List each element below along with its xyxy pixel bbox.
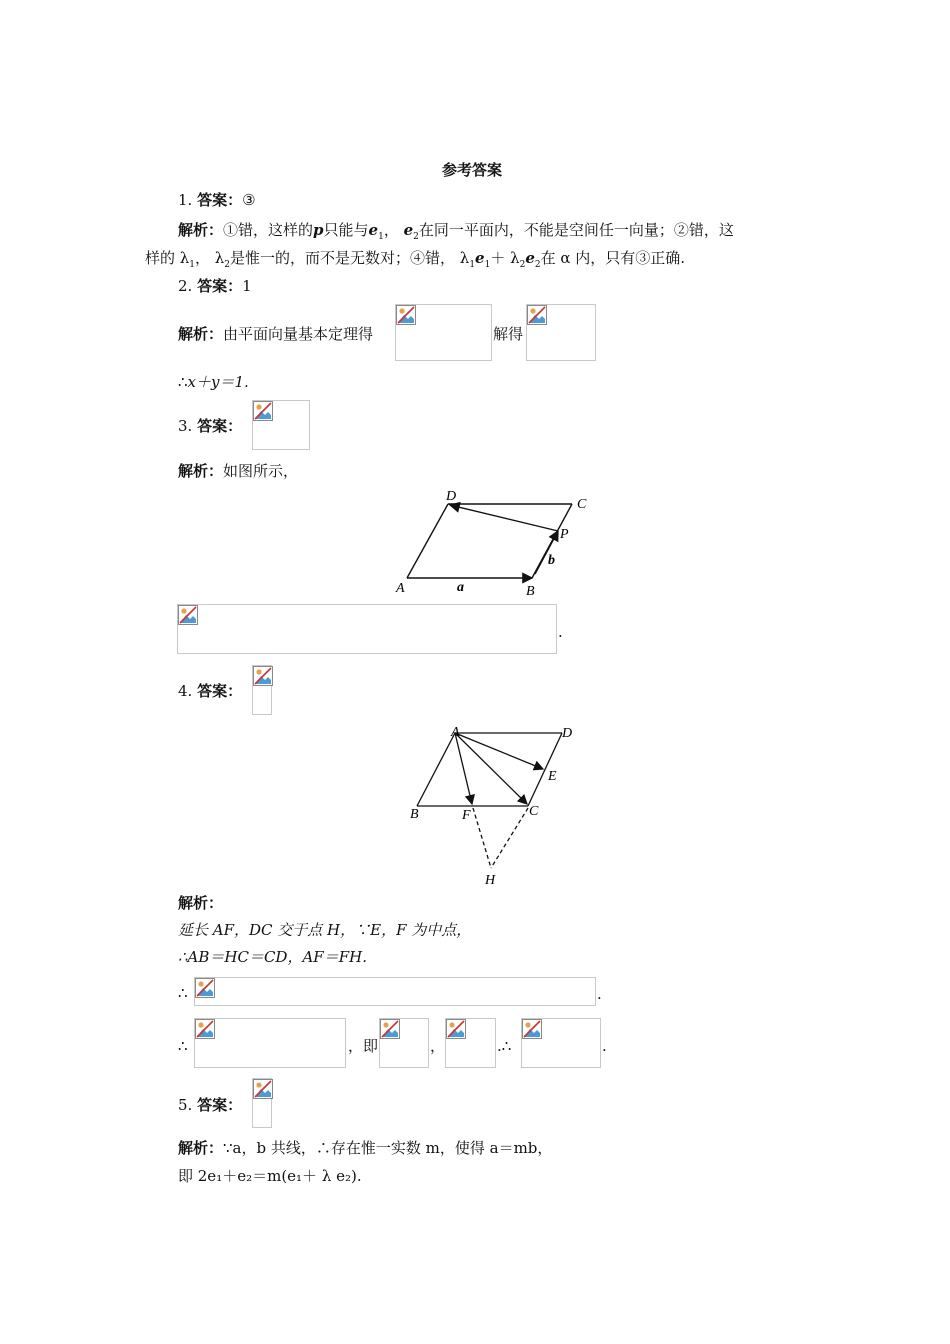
q3-analysis-line bbox=[178, 461, 298, 481]
q5-text: ∵a，b 共线，∴存在惟一实数 m，使得 a＝mb， bbox=[223, 1139, 553, 1157]
q3-answer-line bbox=[178, 416, 242, 436]
q2-analysis-label: 解析： bbox=[178, 325, 224, 343]
q2-answer-line bbox=[178, 276, 252, 296]
q3-answer-label: 答案： bbox=[197, 417, 243, 435]
broken-image-placeholder bbox=[526, 304, 596, 361]
q1-vector-e1: e bbox=[368, 221, 379, 239]
broken-image-icon bbox=[178, 605, 198, 625]
q4-text: .∴ bbox=[497, 1037, 512, 1055]
q4-text: ， bbox=[430, 1037, 446, 1055]
q4-text: . bbox=[602, 1037, 607, 1055]
q4-analysis-label-line bbox=[178, 893, 223, 913]
q4-text: ∴AB＝HC＝CD，AF＝FH. bbox=[178, 948, 367, 966]
label-C: C bbox=[577, 497, 587, 512]
dashed-FH bbox=[473, 808, 491, 868]
q1-analysis-line2 bbox=[145, 248, 685, 275]
q5-text: 即 2e₁＋e₂＝m(e₁＋ λ e₂). bbox=[178, 1167, 362, 1185]
vector-PD bbox=[450, 505, 558, 531]
label-F: F bbox=[462, 808, 471, 823]
q1-vector-e2: e bbox=[525, 249, 535, 267]
segment-DC bbox=[528, 733, 562, 806]
therefore-symbol: ∴ bbox=[178, 373, 188, 391]
broken-image-placeholder bbox=[252, 400, 310, 450]
label-A: A bbox=[396, 581, 405, 596]
broken-image-placeholder bbox=[445, 1018, 496, 1068]
q1-sub: 1 bbox=[378, 232, 384, 242]
q1-sub: 1 bbox=[189, 260, 196, 270]
q1-sub: 2 bbox=[224, 260, 231, 270]
q5-answer-line bbox=[178, 1095, 242, 1115]
label-a: a bbox=[457, 580, 464, 595]
label-C: C bbox=[529, 804, 539, 819]
broken-image-placeholder bbox=[379, 1018, 429, 1068]
page-title: 参考答案 bbox=[442, 161, 503, 179]
q1-answer-line bbox=[178, 190, 256, 210]
label-H: H bbox=[485, 873, 496, 888]
broken-image-placeholder bbox=[521, 1018, 601, 1068]
q1-vector-e2: e bbox=[403, 221, 414, 239]
q4-answer-label: 答案： bbox=[197, 682, 243, 700]
q2-text: 解得 bbox=[493, 325, 524, 343]
q2-conclusion bbox=[178, 372, 249, 392]
q4-text: . bbox=[597, 985, 602, 1003]
broken-image-placeholder bbox=[194, 977, 596, 1006]
q1-text: ＋ λ bbox=[490, 249, 520, 267]
label-P: P bbox=[560, 527, 569, 542]
label-E: E bbox=[548, 769, 557, 784]
q1-sub: 2 bbox=[519, 260, 526, 270]
q5-analysis-line1 bbox=[178, 1138, 552, 1158]
q4-text: 延长 AF，DC 交于点 H，∵E，F 为中点， bbox=[178, 921, 472, 939]
segment-AD bbox=[407, 504, 448, 578]
broken-image-icon bbox=[253, 401, 273, 421]
q2-answer: 1 bbox=[242, 277, 252, 295]
segment-AB bbox=[417, 733, 455, 806]
q1-sub: 1 bbox=[469, 260, 476, 270]
broken-image-icon bbox=[396, 305, 416, 325]
broken-image-icon bbox=[522, 1019, 542, 1039]
broken-image-icon bbox=[380, 1019, 400, 1039]
q1-vector-e1: e bbox=[475, 249, 485, 267]
broken-image-icon bbox=[195, 978, 215, 998]
vector-AE bbox=[455, 733, 543, 769]
q1-text: ， λ bbox=[195, 249, 225, 267]
broken-image-icon bbox=[195, 1019, 215, 1039]
q1-text: 是惟一的，而不是无数对；④错， λ bbox=[230, 249, 470, 267]
q5-answer-label: 答案： bbox=[197, 1096, 243, 1114]
label-B: B bbox=[410, 807, 419, 822]
q4-text-ji bbox=[348, 1036, 378, 1056]
broken-image-placeholder bbox=[252, 665, 272, 715]
q1-text: 在 α 内，只有③正确. bbox=[540, 249, 686, 267]
q1-analysis-label: 解析： bbox=[178, 221, 224, 239]
broken-image-icon bbox=[253, 666, 273, 686]
label-A: A bbox=[451, 725, 460, 740]
q3-number: 3. bbox=[178, 417, 193, 435]
q1-vector-p: p bbox=[313, 221, 324, 239]
q2-text: 由平面向量基本定理得 bbox=[223, 325, 374, 343]
q2-number: 2. bbox=[178, 277, 193, 295]
therefore-symbol: ∴ bbox=[178, 984, 188, 1002]
q4-number: 4. bbox=[178, 682, 193, 700]
vector-AC bbox=[455, 733, 527, 804]
q3-text: . bbox=[558, 623, 563, 641]
q1-text: ， bbox=[383, 221, 399, 239]
q3-text: 如图所示， bbox=[223, 462, 299, 480]
q1-number: 1. bbox=[178, 191, 193, 209]
q1-text: 样的 λ bbox=[145, 249, 190, 267]
broken-image-placeholder bbox=[252, 1078, 272, 1128]
q4-text: 即 bbox=[363, 1037, 379, 1055]
q4-answer-line bbox=[178, 681, 242, 701]
q3-analysis-label: 解析： bbox=[178, 462, 224, 480]
broken-image-icon bbox=[446, 1019, 466, 1039]
label-D: D bbox=[446, 489, 457, 504]
q1-text: ①错，这样的 bbox=[223, 221, 314, 239]
broken-image-placeholder bbox=[177, 604, 557, 654]
label-b: b bbox=[548, 553, 555, 568]
q4-analysis-label: 解析： bbox=[178, 894, 224, 912]
trapezoid-figure bbox=[405, 722, 585, 890]
label-B: B bbox=[526, 584, 535, 598]
therefore-symbol: ∴ bbox=[178, 1037, 188, 1055]
q1-sub: 2 bbox=[413, 232, 419, 242]
parallelogram-figure bbox=[390, 486, 600, 598]
broken-image-placeholder bbox=[194, 1018, 346, 1068]
q5-number: 5. bbox=[178, 1096, 193, 1114]
vector-AF bbox=[455, 733, 472, 804]
q1-analysis-line1 bbox=[178, 220, 734, 247]
q1-sub: 1 bbox=[484, 260, 491, 270]
q5-analysis-label: 解析： bbox=[178, 1139, 224, 1157]
q2-text: x＋y＝1. bbox=[187, 373, 249, 391]
q1-sub: 2 bbox=[534, 260, 541, 270]
q4-text: ， bbox=[348, 1037, 364, 1055]
q1-text: 只能与 bbox=[323, 221, 369, 239]
q2-answer-label: 答案： bbox=[197, 277, 243, 295]
broken-image-icon bbox=[527, 305, 547, 325]
broken-image-icon bbox=[253, 1079, 273, 1099]
q2-analysis-line bbox=[178, 324, 373, 344]
dashed-CH bbox=[491, 808, 528, 868]
q1-text: 在同一平面内，不能是空间任一向量；②错，这 bbox=[418, 221, 734, 239]
q1-answer-label: 答案： bbox=[197, 191, 243, 209]
broken-image-placeholder bbox=[395, 304, 492, 361]
label-D: D bbox=[562, 726, 573, 741]
q1-answer: ③ bbox=[242, 191, 256, 209]
